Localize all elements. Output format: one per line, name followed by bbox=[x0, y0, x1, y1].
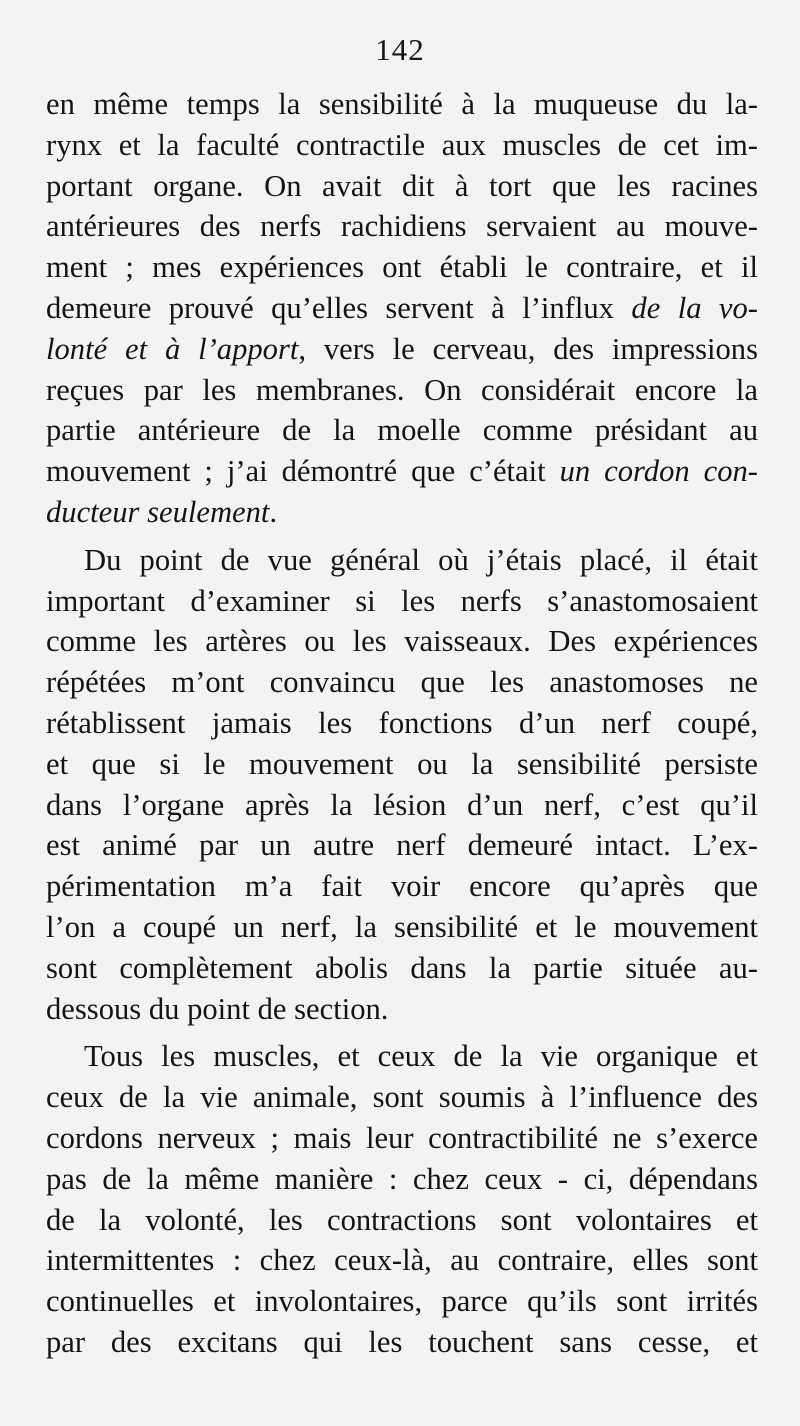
text-line: rétablissent jamais les fonctions d’un nerf coupé, bbox=[46, 705, 758, 740]
text-line bbox=[46, 329, 758, 370]
text-run: , vers le cerveau, des impressions bbox=[298, 331, 758, 366]
text-line: rynx et la faculté contractile aux muscles de cet im- bbox=[46, 127, 758, 162]
text-line: cordons nerveux ; mais leur contractibilité ne s’exerce bbox=[46, 1120, 758, 1155]
text-line: périmentation m’a fait voir encore qu’après que bbox=[46, 869, 758, 904]
text-line: Du point de vue général où j’étais placé, il était bbox=[84, 542, 758, 577]
text-line: répétées m’ont convaincu que les anastomoses ne bbox=[46, 665, 758, 700]
text-run: . bbox=[269, 494, 278, 529]
text-line: de la volonté, les contractions sont volontaires et bbox=[46, 1202, 758, 1237]
text-line: ment ; mes expériences ont établi le contraire, et il bbox=[46, 250, 758, 285]
text-run: mouvement ; j’ai démontré que c’était bbox=[46, 454, 560, 489]
paragraph-gap bbox=[46, 1029, 758, 1036]
text-line: par des excitans qui les touchent sans cesse, et bbox=[46, 1324, 758, 1359]
italic-run: lonté et à l’apport bbox=[46, 331, 299, 366]
text-line: dessous du point de section. bbox=[46, 991, 389, 1026]
italic-run: de la vo- bbox=[631, 290, 758, 325]
text-line: dans l’organe après la lésion d’un nerf, c’est qu’il bbox=[46, 787, 758, 822]
text-line: intermittentes : chez ceux-là, au contraire, elles sont bbox=[46, 1243, 758, 1278]
body-text bbox=[46, 84, 758, 1363]
text-line: partie antérieure de la moelle comme présidant au bbox=[46, 413, 758, 448]
text-line: Tous les muscles, et ceux de la vie organique et bbox=[84, 1039, 758, 1074]
text-line bbox=[46, 288, 758, 329]
text-line: comme les artères ou les vaisseaux. Des expériences bbox=[46, 624, 758, 659]
text-line: en même temps la sensibilité à la muqueuse du la- bbox=[46, 87, 758, 121]
text-line: pas de la même manière : chez ceux - ci, dépendans bbox=[46, 1161, 758, 1196]
text-line: sont complètement abolis dans la partie située au- bbox=[46, 950, 758, 985]
italic-run: ducteur seulement bbox=[46, 494, 270, 529]
text-line: antérieures des nerfs rachidiens servaient au mouve- bbox=[46, 209, 758, 244]
text-line: continuelles et involontaires, parce qu’ils sont irrités bbox=[46, 1284, 758, 1319]
text-line: important d’examiner si les nerfs s’anastomosaient bbox=[46, 583, 758, 618]
text-line: portant organe. On avait dit à tort que les racines bbox=[46, 168, 758, 203]
paragraph-gap bbox=[46, 533, 758, 540]
text-run: demeure prouvé qu’elles servent à l’influx bbox=[46, 290, 632, 325]
text-line bbox=[46, 451, 758, 492]
text-line: et que si le mouvement ou la sensibilité persiste bbox=[46, 746, 758, 781]
italic-run: un cordon con- bbox=[559, 454, 758, 489]
text-line bbox=[46, 492, 758, 533]
text-line: l’on a coupé un nerf, la sensibilité et le mouvement bbox=[46, 909, 758, 944]
page-number: 142 bbox=[375, 32, 425, 67]
text-line: reçues par les membranes. On considérait encore la bbox=[46, 372, 758, 407]
text-line: ceux de la vie animale, sont soumis à l’influence des bbox=[46, 1080, 758, 1115]
text-line: est animé par un autre nerf demeuré intact. L’ex- bbox=[46, 828, 758, 863]
